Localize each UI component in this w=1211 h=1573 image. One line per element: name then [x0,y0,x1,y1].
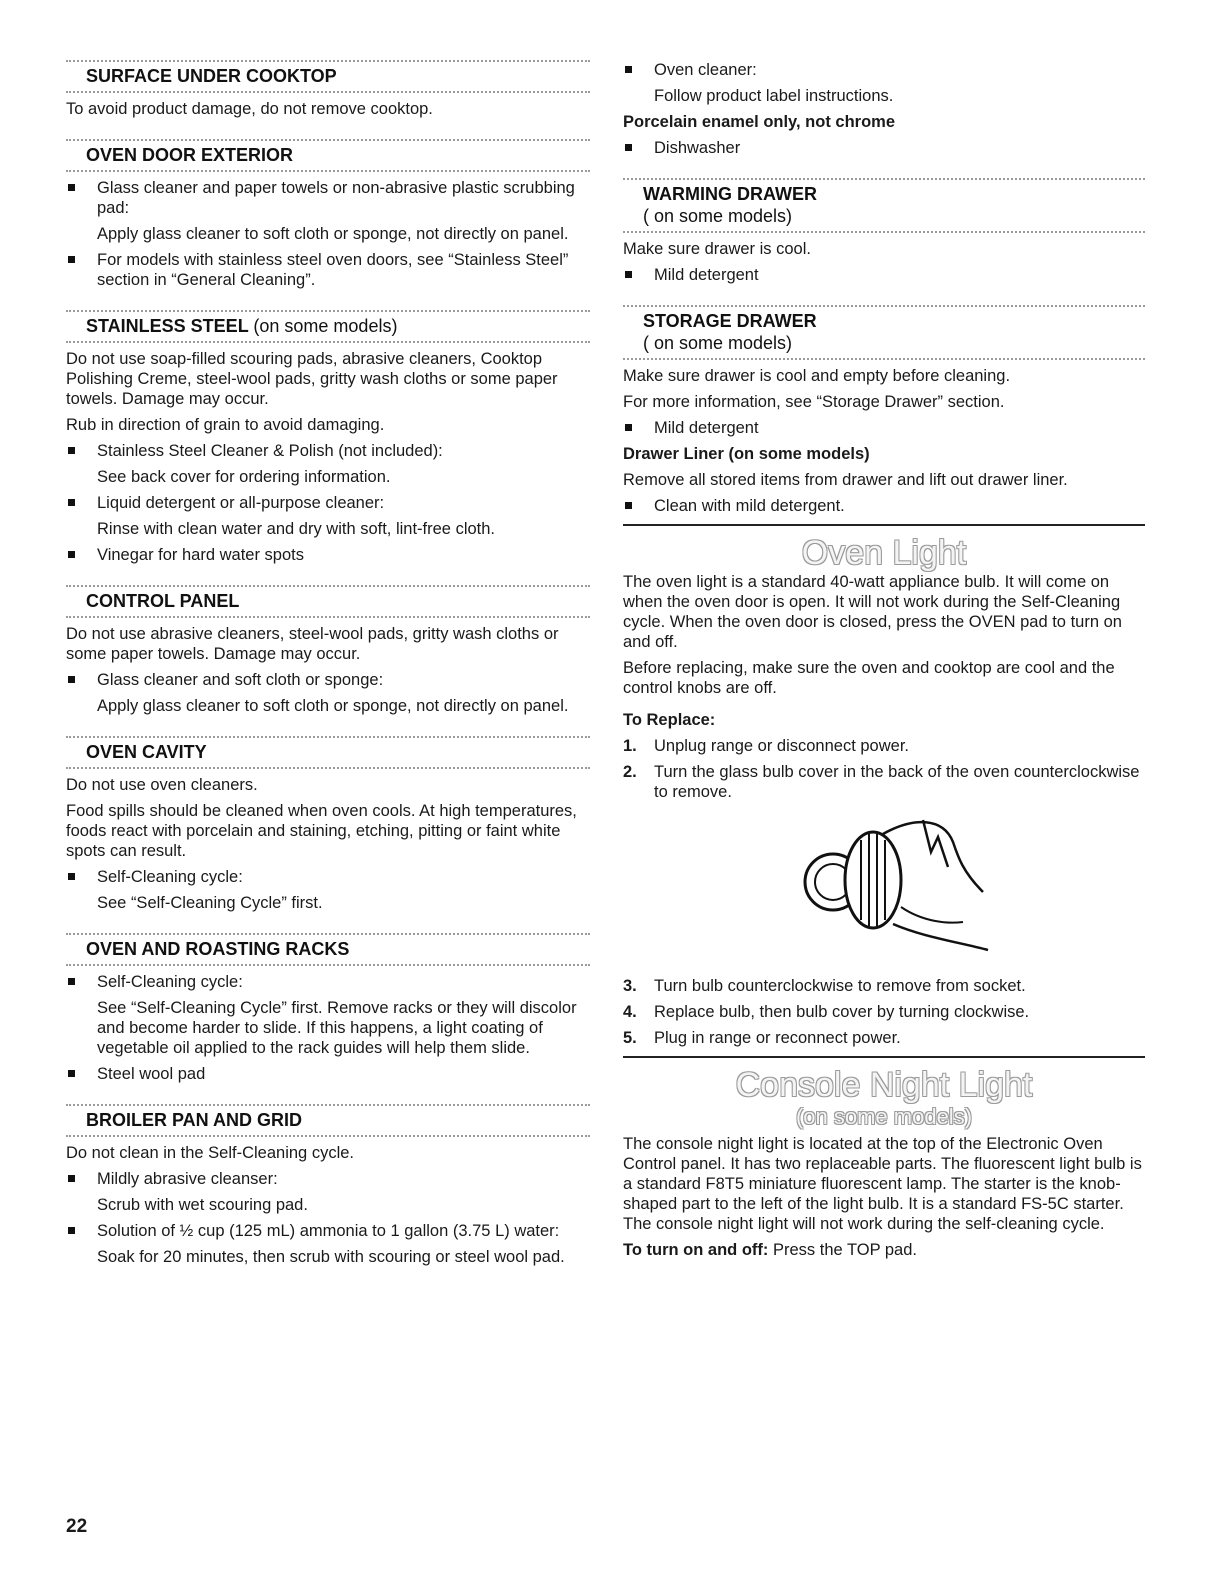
subheading: To Replace: [623,711,716,729]
list-item: For models with stainless steel oven doors, see “Stainless Steel” section in “General Cleaning”. [66,250,590,290]
step-item: 2. Turn the glass bulb cover in the back of the oven counterclockwise to remove. [623,763,1140,801]
list-item-detail: Rinse with clean water and dry with soft, lint-free cloth. [97,520,496,538]
paragraph: Do not use oven cleaners. [66,776,258,794]
section-heading: BROILER PAN AND GRID [66,1104,590,1137]
section-oven-cavity [66,736,590,913]
paragraph: To avoid product damage, do not remove cooktop. [66,100,433,118]
paragraph: Do not clean in the Self-Cleaning cycle. [66,1144,354,1162]
list-item-detail: See “Self-Cleaning Cycle” first. Remove racks or they will discolor and become harder to slide. If this happens, a light coating of vegetable oil applied to the rack guides will help them slide. [97,999,577,1057]
console-night-light-heading: Console Night Light [623,1056,1145,1104]
list-item: Oven cleaner: Follow product label instructions. [623,60,1145,106]
paragraph: Do not use abrasive cleaners, steel-wool pads, gritty wash cloths or some paper towels. Damage may occur. [66,625,559,663]
list-item: Steel wool pad [66,1064,590,1084]
section-oven-door-exterior [66,139,590,290]
section-heading: SURFACE UNDER COOKTOP [66,60,590,93]
list-item-detail: Follow product label instructions. [654,87,894,105]
subheading: Drawer Liner (on some models) [623,445,870,463]
section-stainless-steel [66,310,590,565]
paragraph: Do not use soap-filled scouring pads, abrasive cleaners, Cooktop Polishing Creme, steel-wool pads, gritty wash cloths or some paper towels. Damage may occur. [66,350,558,408]
page-number: 22 [66,1516,88,1537]
section-surface-under-cooktop [66,60,590,119]
section-console-night-light [623,1056,1145,1260]
list-item: Dishwasher [623,138,1145,158]
list-item: Glass cleaner and soft cloth or sponge: Apply glass cleaner to soft cloth or sponge, not directly on panel. [66,670,590,716]
section-storage-drawer [623,305,1145,516]
paragraph: For more information, see “Storage Drawer” section. [623,393,1005,411]
paragraph: Before replacing, make sure the oven and cooktop are cool and the control knobs are off. [623,659,1115,697]
section-heading: STAINLESS STEEL (on some models) [66,310,590,343]
left-column [66,60,590,1273]
oven-light-heading: Oven Light [623,524,1145,572]
section-oven-light [623,524,1145,1048]
section-heading: OVEN DOOR EXTERIOR [66,139,590,172]
section-oven-cleaner [623,60,1145,158]
step-item: 5. Plug in range or reconnect power. [623,1029,901,1047]
list-item: Clean with mild detergent. [623,496,1145,516]
paragraph: Rub in direction of grain to avoid damaging. [66,416,385,434]
section-heading: CONTROL PANEL [66,585,590,618]
paragraph: The console night light is located at the top of the Electronic Oven Control panel. It has two replaceable parts. The fluorescent light bulb is a standard F8T5 miniature fluorescent lamp. The starter is the knob-shaped part to the left of the light bulb. It is a standard FS-5C starter. The console night light will not work during the self-cleaning cycle. [623,1135,1142,1233]
list-item: Stainless Steel Cleaner & Polish (not included): See back cover for ordering information. [66,441,590,487]
step-item: 3. Turn bulb counterclockwise to remove from socket. [623,977,1026,995]
section-heading: WARMING DRAWER ( on some models) [623,178,1145,233]
section-oven-and-roasting-racks [66,933,590,1084]
paragraph: Make sure drawer is cool. [623,240,811,258]
list-item: Self-Cleaning cycle: See “Self-Cleaning Cycle” first. Remove racks or they will discolor and become harder to slide. If this happens, a light coating of vegetable oil applied to the rack guides will help them slide. [66,972,590,1058]
list-item: Liquid detergent or all-purpose cleaner: Rinse with clean water and dry with soft, lint-free cloth. [66,493,590,539]
list-item: Self-Cleaning cycle: See “Self-Cleaning Cycle” first. [66,867,590,913]
section-broiler-pan-and-grid [66,1104,590,1267]
list-item-detail: Scrub with wet scouring pad. [97,1196,308,1214]
paragraph: The oven light is a standard 40-watt appliance bulb. It will come on when the oven door is open. It will not work during the Self-Cleaning cycle. When the oven door is closed, press the OVEN pad to turn on and off. [623,573,1122,651]
list-item-detail: Apply glass cleaner to soft cloth or sponge, not directly on panel. [97,225,569,243]
list-item: Mild detergent [623,418,1145,438]
console-night-light-subheading: (on some models) [795,1104,973,1129]
section-heading: STORAGE DRAWER ( on some models) [623,305,1145,360]
list-item-detail: See back cover for ordering information. [97,468,391,486]
step-item: 1. Unplug range or disconnect power. [623,737,909,755]
list-item-detail: Soak for 20 minutes, then scrub with scouring or steel wool pad. [97,1248,565,1266]
list-item: Vinegar for hard water spots [66,545,590,565]
section-warming-drawer [623,178,1145,285]
section-heading: OVEN CAVITY [66,736,590,769]
list-item: Solution of ½ cup (125 mL) ammonia to 1 gallon (3.75 L) water: Soak for 20 minutes, then scrub with scouring or steel wool pad. [66,1221,590,1267]
list-item-detail: Apply glass cleaner to soft cloth or sponge, not directly on panel. [97,697,569,715]
right-column [623,60,1145,1266]
paragraph: To turn on and off: Press the TOP pad. [623,1241,917,1259]
section-heading: OVEN AND ROASTING RACKS [66,933,590,966]
bulb-cover-illustration [773,812,1003,962]
list-item: Glass cleaner and paper towels or non-abrasive plastic scrubbing pad: Apply glass cleaner to soft cloth or sponge, not directly on panel. [66,178,590,244]
list-item: Mildly abrasive cleanser: Scrub with wet scouring pad. [66,1169,590,1215]
paragraph: Food spills should be cleaned when oven cools. At high temperatures, foods react with porcelain and staining, etching, pitting or faint white spots can result. [66,802,577,860]
paragraph: Make sure drawer is cool and empty before cleaning. [623,367,1011,385]
paragraph: Remove all stored items from drawer and lift out drawer liner. [623,471,1068,489]
list-item: Mild detergent [623,265,1145,285]
step-item: 4. Replace bulb, then bulb cover by turning clockwise. [623,1003,1030,1021]
subheading: Porcelain enamel only, not chrome [623,113,896,131]
section-control-panel [66,585,590,716]
list-item-detail: See “Self-Cleaning Cycle” first. [97,894,323,912]
